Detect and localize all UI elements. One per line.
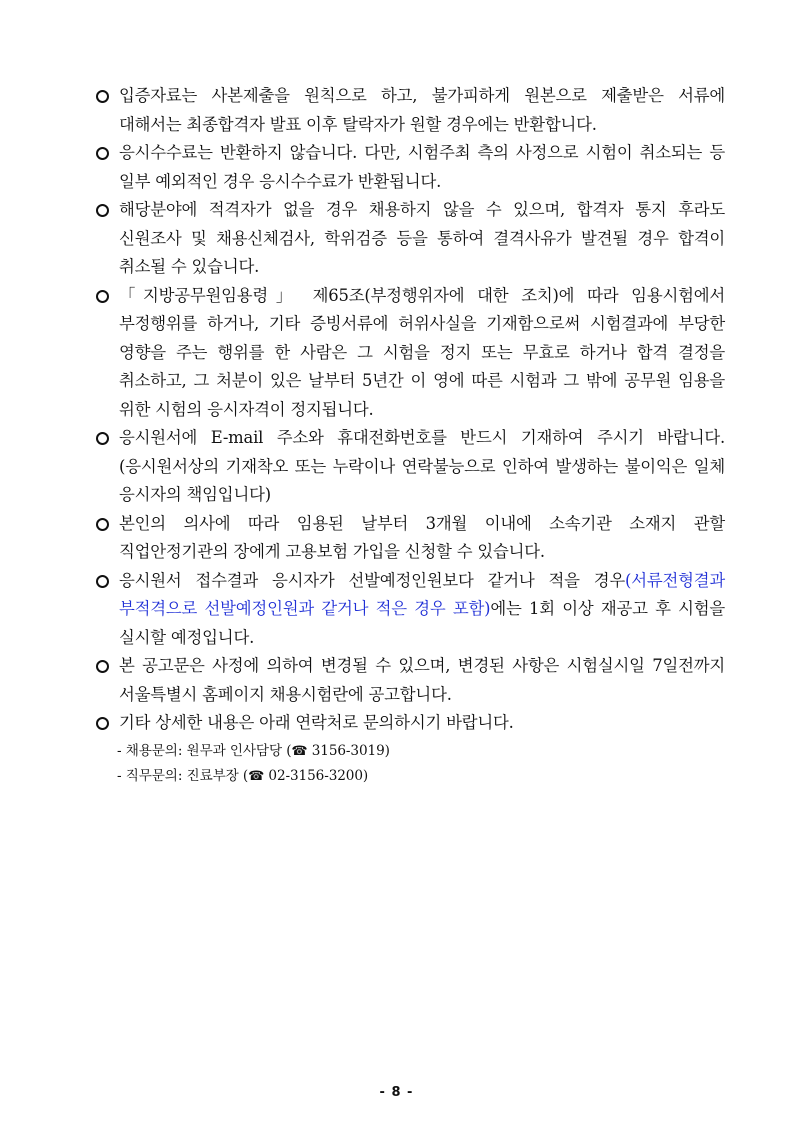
notice-item-misconduct <box>95 282 725 425</box>
notice-text-highlight: (서류전형결과 부적격으로 선발예정인원과 같거나 적은 경우 포함) <box>119 570 725 618</box>
notice-text-part: 에는 1회 이상 재공고 후 시험을 실시할 예정입니다. <box>119 599 725 647</box>
notice-text: 본 공고문은 사정에 의하여 변경될 수 있으며, 변경된 사항은 시험실시일 7일전까지 서울특별시 홈페이지 채용시험란에 공고합니다. <box>119 656 725 704</box>
notice-text: 본인의 의사에 따라 임용된 날부터 3개월 이내에 소속기관 소재지 관할 직업안정기관의 장에게 고용보험 가입을 신청할 수 있습니다. <box>119 513 725 561</box>
circle-bullet-icon <box>96 717 109 730</box>
circle-bullet-icon <box>96 90 109 103</box>
notice-text <box>119 567 725 653</box>
telephone-icon: ☎ <box>291 743 308 759</box>
circle-bullet-icon <box>96 290 109 303</box>
contact-hiring <box>95 739 725 765</box>
notice-item-inquiry <box>95 709 725 738</box>
contact-label: - 직무문의: 진료부장 ( <box>117 768 249 784</box>
circle-bullet-icon <box>96 432 109 445</box>
notice-item-insurance <box>95 510 725 567</box>
notice-item-reannouncement <box>95 567 725 653</box>
contact-number: 02-3156-3200) <box>264 768 369 784</box>
circle-bullet-icon <box>96 518 109 531</box>
notice-text: 기타 상세한 내용은 아래 연락처로 문의하시기 바랍니다. <box>119 713 514 732</box>
notice-item-disqualification <box>95 196 725 282</box>
notice-item-contact-info <box>95 424 725 510</box>
page-number: - 8 - <box>379 1085 414 1100</box>
notice-text: 응시원서에 E-mail 주소와 휴대전화번호를 반드시 기재하여 주시기 바랍니다. (응시원서상의 기재착오 또는 누락이나 연락불능으로 인하여 발생하는 불이익은 일체 응시자의 책임입니다) <box>119 428 725 504</box>
contact-label: - 채용문의: 원무과 인사담당 ( <box>117 742 292 759</box>
contact-duty <box>95 764 725 790</box>
notice-text: 해당분야에 적격자가 없을 경우 채용하지 않을 수 있으며, 합격자 통지 후라도 신원조사 및 채용신체검사, 학위검증 등을 통하여 결격사유가 발견될 경우 합격이 취소될 수 있습니다. <box>119 200 725 276</box>
notice-item-fee <box>95 139 725 196</box>
notice-item-changes <box>95 652 725 709</box>
circle-bullet-icon <box>96 660 109 673</box>
contact-list <box>95 739 725 790</box>
telephone-icon: ☎ <box>248 769 265 784</box>
notice-list <box>95 82 725 790</box>
circle-bullet-icon <box>96 204 109 217</box>
notice-text: 입증자료는 사본제출을 원칙으로 하고, 불가피하게 원본으로 제출받은 서류에 대해서는 최종합격자 발표 이후 탈락자가 원할 경우에는 반환합니다. <box>119 86 725 134</box>
circle-bullet-icon <box>96 147 109 160</box>
notice-text: 「지방공무원임용령」 제65조(부정행위자에 대한 조치)에 따라 임용시험에서 부정행위를 하거나, 기타 증빙서류에 허위사실을 기재함으로써 시험결과에 부당한 영향을 주는 행위를 한 사람은 그 시험을 정지 또는 무효로 하거나 합격 결정을 취소하고, 그 처분이 있은 날부터 5년간 이 영에 따른 시험과 그 밖에 공무원 임용을 위한 시험의 응시자격이 정지됩니다. <box>119 285 725 419</box>
circle-bullet-icon <box>96 575 109 588</box>
contact-number: 3156-3019) <box>307 742 390 759</box>
notice-text-part: 응시원서 접수결과 응시자가 선발예정인원보다 같거나 적을 경우 <box>119 570 625 590</box>
notice-item-documents <box>95 82 725 139</box>
notice-text: 응시수수료는 반환하지 않습니다. 다만, 시험주최 측의 사정으로 시험이 취소되는 등 일부 예외적인 경우 응시수수료가 반환됩니다. <box>119 143 725 191</box>
